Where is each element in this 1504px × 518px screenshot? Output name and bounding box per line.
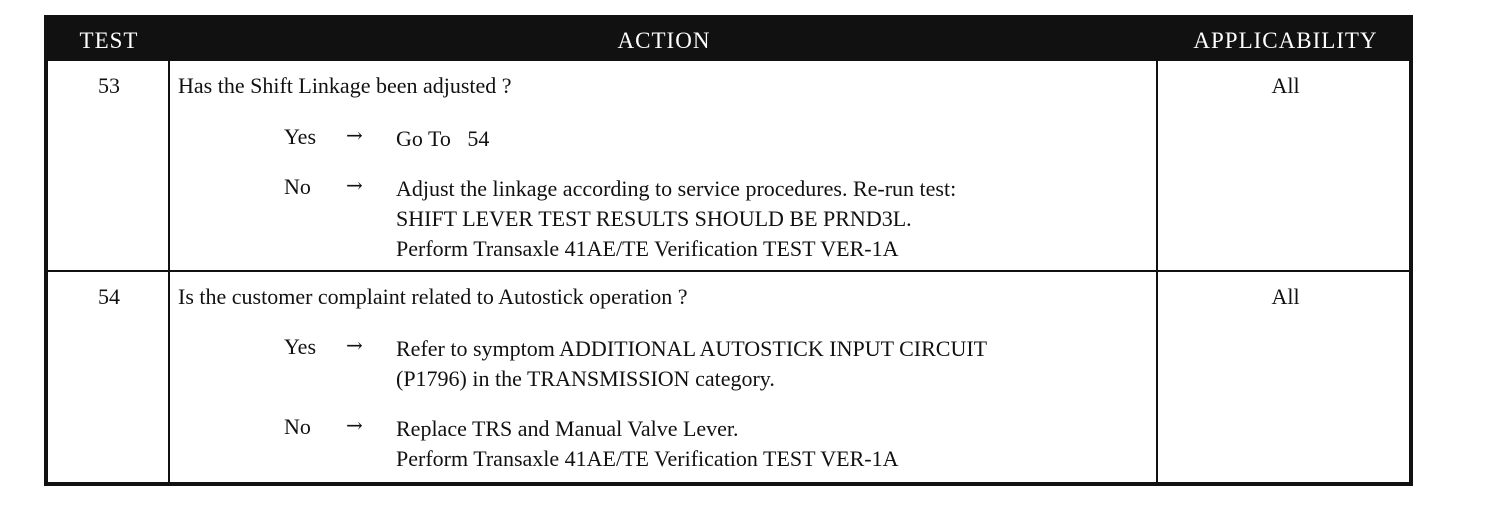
action-line: Perform Transaxle 41AE/TE Verification TEST VER-1A (396, 236, 899, 261)
test-number: 54 (98, 284, 120, 309)
yes-action-text (396, 334, 987, 394)
no-label: No (284, 174, 311, 199)
yes-label: Yes (284, 334, 317, 359)
table-row (48, 61, 1409, 270)
action-line: SHIFT LEVER TEST RESULTS SHOULD BE PRND3L. (396, 206, 912, 231)
table-header (48, 19, 1409, 61)
action-line: Go To 54 (396, 126, 490, 151)
applicability-value: All (1271, 284, 1300, 309)
header-test: TEST (79, 28, 139, 53)
action-line: Replace TRS and Manual Valve Lever. (396, 416, 739, 441)
no-label: No (284, 414, 311, 439)
test-question: Has the Shift Linkage been adjusted ? (178, 73, 512, 98)
test-question: Is the customer complaint related to Autostick operation ? (178, 284, 688, 309)
action-line: Perform Transaxle 41AE/TE Verification TEST VER-1A (396, 446, 899, 471)
yes-action-text (396, 124, 489, 154)
arrow-right-icon: → (346, 333, 363, 357)
yes-label: Yes (284, 124, 317, 149)
action-line: Adjust the linkage according to service procedures. Re-run test: (396, 176, 957, 201)
no-action-text (396, 174, 956, 264)
no-action-text (396, 414, 899, 474)
arrow-right-icon: → (346, 123, 363, 147)
action-line: (P1796) in the TRANSMISSION category. (396, 366, 775, 391)
header-action: ACTION (617, 28, 711, 53)
arrow-right-icon: → (346, 173, 363, 197)
action-line: Refer to symptom ADDITIONAL AUTOSTICK INPUT CIRCUIT (396, 336, 988, 361)
header-applicability: APPLICABILITY (1193, 28, 1378, 53)
applicability-value: All (1271, 73, 1300, 98)
arrow-right-icon: → (346, 413, 363, 437)
table-row (48, 272, 1409, 486)
test-number: 53 (98, 73, 120, 98)
diagnostic-test-table (44, 15, 1413, 486)
